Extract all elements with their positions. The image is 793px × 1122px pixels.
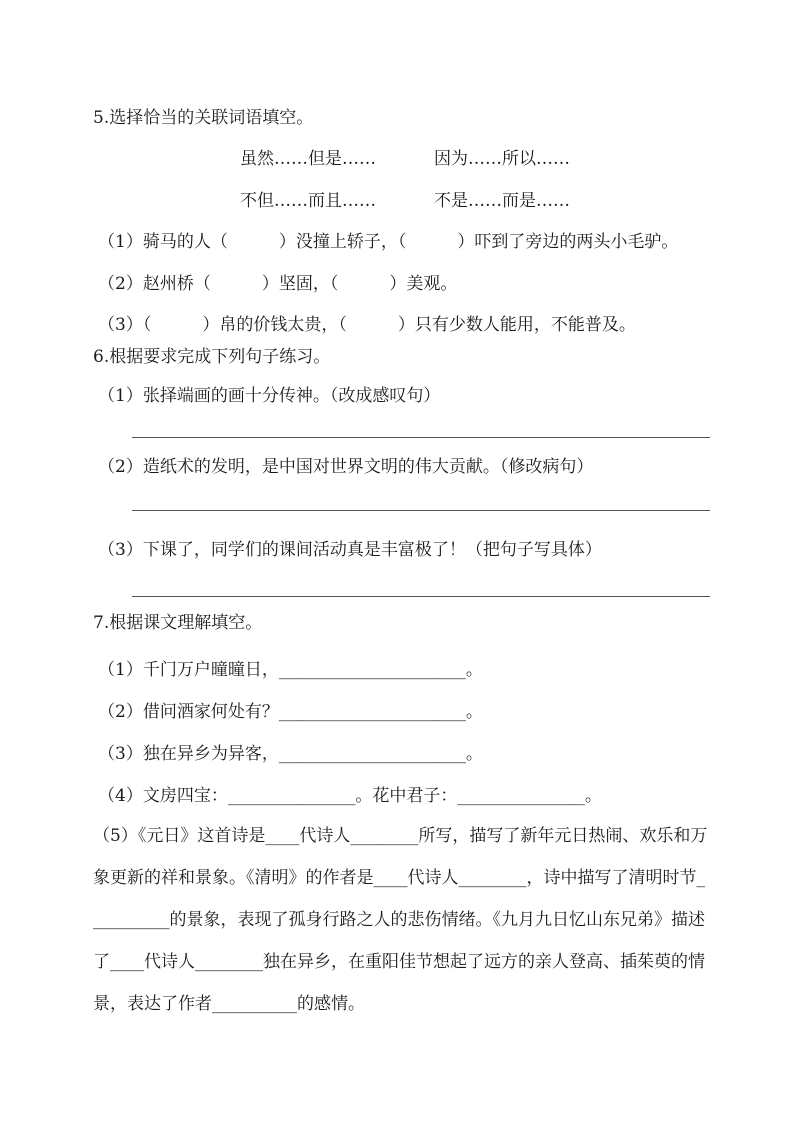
q6-title: 6.根据要求完成下列句子练习。	[93, 347, 331, 367]
q6-answer-line-3[interactable]	[132, 596, 710, 597]
q6-answer-line-1[interactable]	[132, 437, 710, 438]
q7-item-1: （1）千门万户曈曈日，______________________。	[98, 660, 483, 680]
q7-title: 7.根据课文理解填空。	[93, 613, 263, 633]
q5-item-3: （3）（ ）帛的价钱太贵，（ ）只有少数人能用，不能普及。	[98, 315, 636, 335]
q6-item-2: （2）造纸术的发明，是中国对世界文明的伟大贡献。（修改病句）	[98, 457, 594, 477]
q5-item-2: （2）赵州桥（ ）坚固，（ ）美观。	[98, 274, 458, 294]
q5-item-1: （1）骑马的人（ ）没撞上轿子，（ ）吓到了旁边的两头小毛驴。	[98, 232, 679, 252]
q7-item-5-paragraph: （5）《元日》这首诗是____代诗人________所写，描写了新年元日热闹、欢乐和万象更新的祥和景象。《清明》的作者是____代诗人________，诗中描写了清明时节__________的景象，表现了孤身行路之人的悲伤情绪。《九月九日忆山东兄弟》描述了____代诗人________独在异乡，在重阳佳节想起了远方的亲人登高、插茱萸的情景，表达了作者__________的感情。	[93, 826, 708, 1014]
q6-item-3: （3）下课了，同学们的课间活动真是丰富极了！（把句子写具体）	[98, 540, 602, 560]
q7-item-3: （3）独在异乡为异客，______________________。	[98, 744, 483, 764]
q5-title: 5.选择恰当的关联词语填空。	[93, 108, 314, 128]
q5-option-4: 不是……而是……	[434, 191, 570, 211]
q5-option-1: 虽然……但是……	[240, 149, 376, 169]
q7-item-2: （2）借问酒家何处有？______________________。	[98, 702, 483, 722]
q5-option-2: 因为……所以……	[434, 149, 570, 169]
q6-answer-line-2[interactable]	[132, 510, 710, 511]
q6-item-1: （1）张择端画的画十分传神。（改成感叹句）	[98, 386, 441, 406]
q5-option-3: 不但……而且……	[240, 191, 376, 211]
q7-item-4: （4）文房四宝：_______________。花中君子：_______________。	[98, 786, 602, 806]
